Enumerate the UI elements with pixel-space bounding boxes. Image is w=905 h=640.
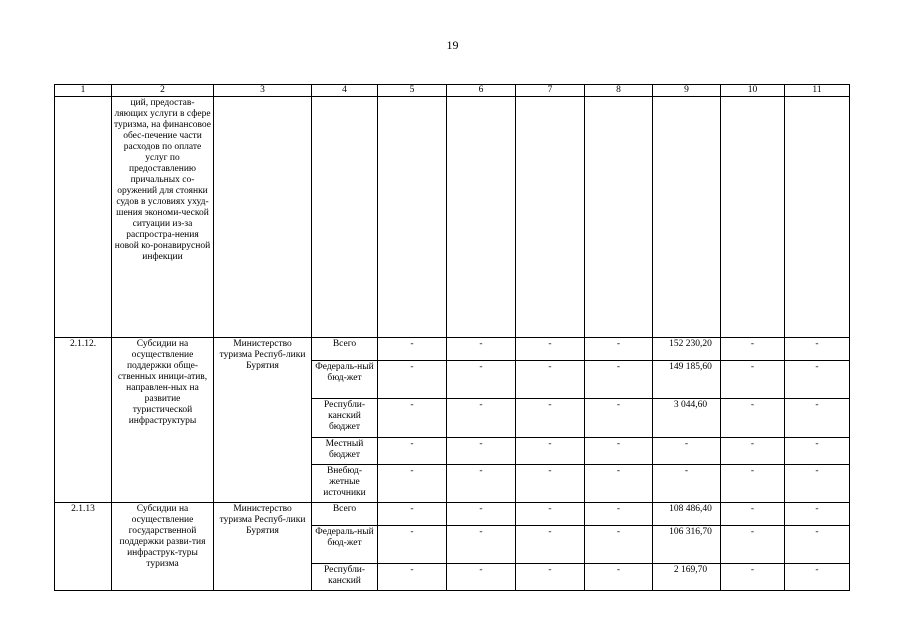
col-header: 10 [721, 85, 785, 97]
value-cell: - [378, 338, 447, 361]
value-cell: - [653, 465, 721, 503]
value-cell: - [585, 503, 653, 526]
amount-cell: 149 185,60 [653, 361, 721, 399]
value-cell: - [378, 503, 447, 526]
value-cell: - [585, 564, 653, 591]
value-cell: - [721, 399, 785, 438]
value-cell: - [378, 526, 447, 564]
col-header: 11 [785, 85, 850, 97]
value-cell: - [378, 465, 447, 503]
value-cell: - [378, 361, 447, 399]
value-cell: - [721, 526, 785, 564]
cell [516, 97, 585, 338]
value-cell: - [785, 526, 850, 564]
item-ministry: Министерство туризма Респуб-лики Бурятия [214, 503, 312, 591]
col-header: 9 [653, 85, 721, 97]
funding-source: Федераль-ный бюд-жет [312, 361, 378, 399]
cell [378, 97, 447, 338]
funding-source: Всего [312, 503, 378, 526]
cell [214, 97, 312, 338]
cell [785, 97, 850, 338]
funding-source: Местный бюджет [312, 438, 378, 465]
value-cell: - [785, 361, 850, 399]
value-cell: - [378, 564, 447, 591]
value-cell: - [585, 526, 653, 564]
cell [55, 97, 112, 338]
cell [721, 97, 785, 338]
funding-source: Всего [312, 338, 378, 361]
col-header: 7 [516, 85, 585, 97]
table-row [55, 97, 850, 338]
value-cell: - [516, 465, 585, 503]
item-name: Субсидии на осуществление государственной поддержки разви-тия инфраструк-туры туризма [112, 503, 214, 591]
value-cell: - [653, 438, 721, 465]
item-name: Субсидии на осуществление поддержки обще-ственных иници-атив, направлен-ных на развитие туристической инфраструктуры [112, 338, 214, 503]
value-cell: - [785, 564, 850, 591]
item-code: 2.1.12. [55, 338, 112, 503]
value-cell: - [721, 361, 785, 399]
value-cell: - [585, 438, 653, 465]
amount-cell: 3 044,60 [653, 399, 721, 438]
value-cell: - [447, 399, 516, 438]
value-cell: - [721, 503, 785, 526]
value-cell: - [721, 564, 785, 591]
budget-table [54, 84, 850, 591]
table-row [55, 503, 850, 526]
col-header: 6 [447, 85, 516, 97]
value-cell: - [721, 465, 785, 503]
amount-cell: 152 230,20 [653, 338, 721, 361]
page-number: 19 [446, 38, 459, 52]
col-header: 2 [112, 85, 214, 97]
value-cell: - [516, 503, 585, 526]
funding-source: Федераль-ный бюд-жет [312, 526, 378, 564]
value-cell: - [721, 338, 785, 361]
value-cell: - [447, 361, 516, 399]
value-cell: - [785, 338, 850, 361]
value-cell: - [785, 503, 850, 526]
value-cell: - [447, 503, 516, 526]
value-cell: - [516, 338, 585, 361]
funding-source: Внебюд-жетные источники [312, 465, 378, 503]
value-cell: - [785, 465, 850, 503]
continued-description: ций, предостав-ляющих услуги в сфере туризма, на финансовое обес-печение части расходов по оплате услуг по предоставлению причальных со-оружений для стоянки судов в условиях ухуд-шения экономи-ческой ситуации из-за распростра-нения новой ко-ронавирусной инфекции [112, 97, 214, 338]
value-cell: - [516, 399, 585, 438]
value-cell: - [585, 338, 653, 361]
col-header: 5 [378, 85, 447, 97]
cell [312, 97, 378, 338]
value-cell: - [785, 399, 850, 438]
funding-source: Республи-канский [312, 564, 378, 591]
cell [585, 97, 653, 338]
value-cell: - [447, 438, 516, 465]
col-header: 8 [585, 85, 653, 97]
cell [653, 97, 721, 338]
value-cell: - [516, 438, 585, 465]
cell [447, 97, 516, 338]
value-cell: - [447, 465, 516, 503]
col-header: 1 [55, 85, 112, 97]
amount-cell: 106 316,70 [653, 526, 721, 564]
value-cell: - [516, 526, 585, 564]
value-cell: - [447, 564, 516, 591]
value-cell: - [585, 399, 653, 438]
item-code: 2.1.13 [55, 503, 112, 591]
value-cell: - [785, 438, 850, 465]
amount-cell: 2 169,70 [653, 564, 721, 591]
funding-source: Республи-канский бюджет [312, 399, 378, 438]
col-header: 3 [214, 85, 312, 97]
col-header: 4 [312, 85, 378, 97]
table-row [55, 338, 850, 361]
item-ministry: Министерство туризма Респуб-лики Бурятия [214, 338, 312, 503]
value-cell: - [378, 399, 447, 438]
value-cell: - [721, 438, 785, 465]
value-cell: - [516, 361, 585, 399]
value-cell: - [447, 338, 516, 361]
value-cell: - [585, 465, 653, 503]
amount-cell: 108 486,40 [653, 503, 721, 526]
value-cell: - [447, 526, 516, 564]
value-cell: - [516, 564, 585, 591]
value-cell: - [378, 438, 447, 465]
header-row [55, 85, 850, 97]
value-cell: - [585, 361, 653, 399]
